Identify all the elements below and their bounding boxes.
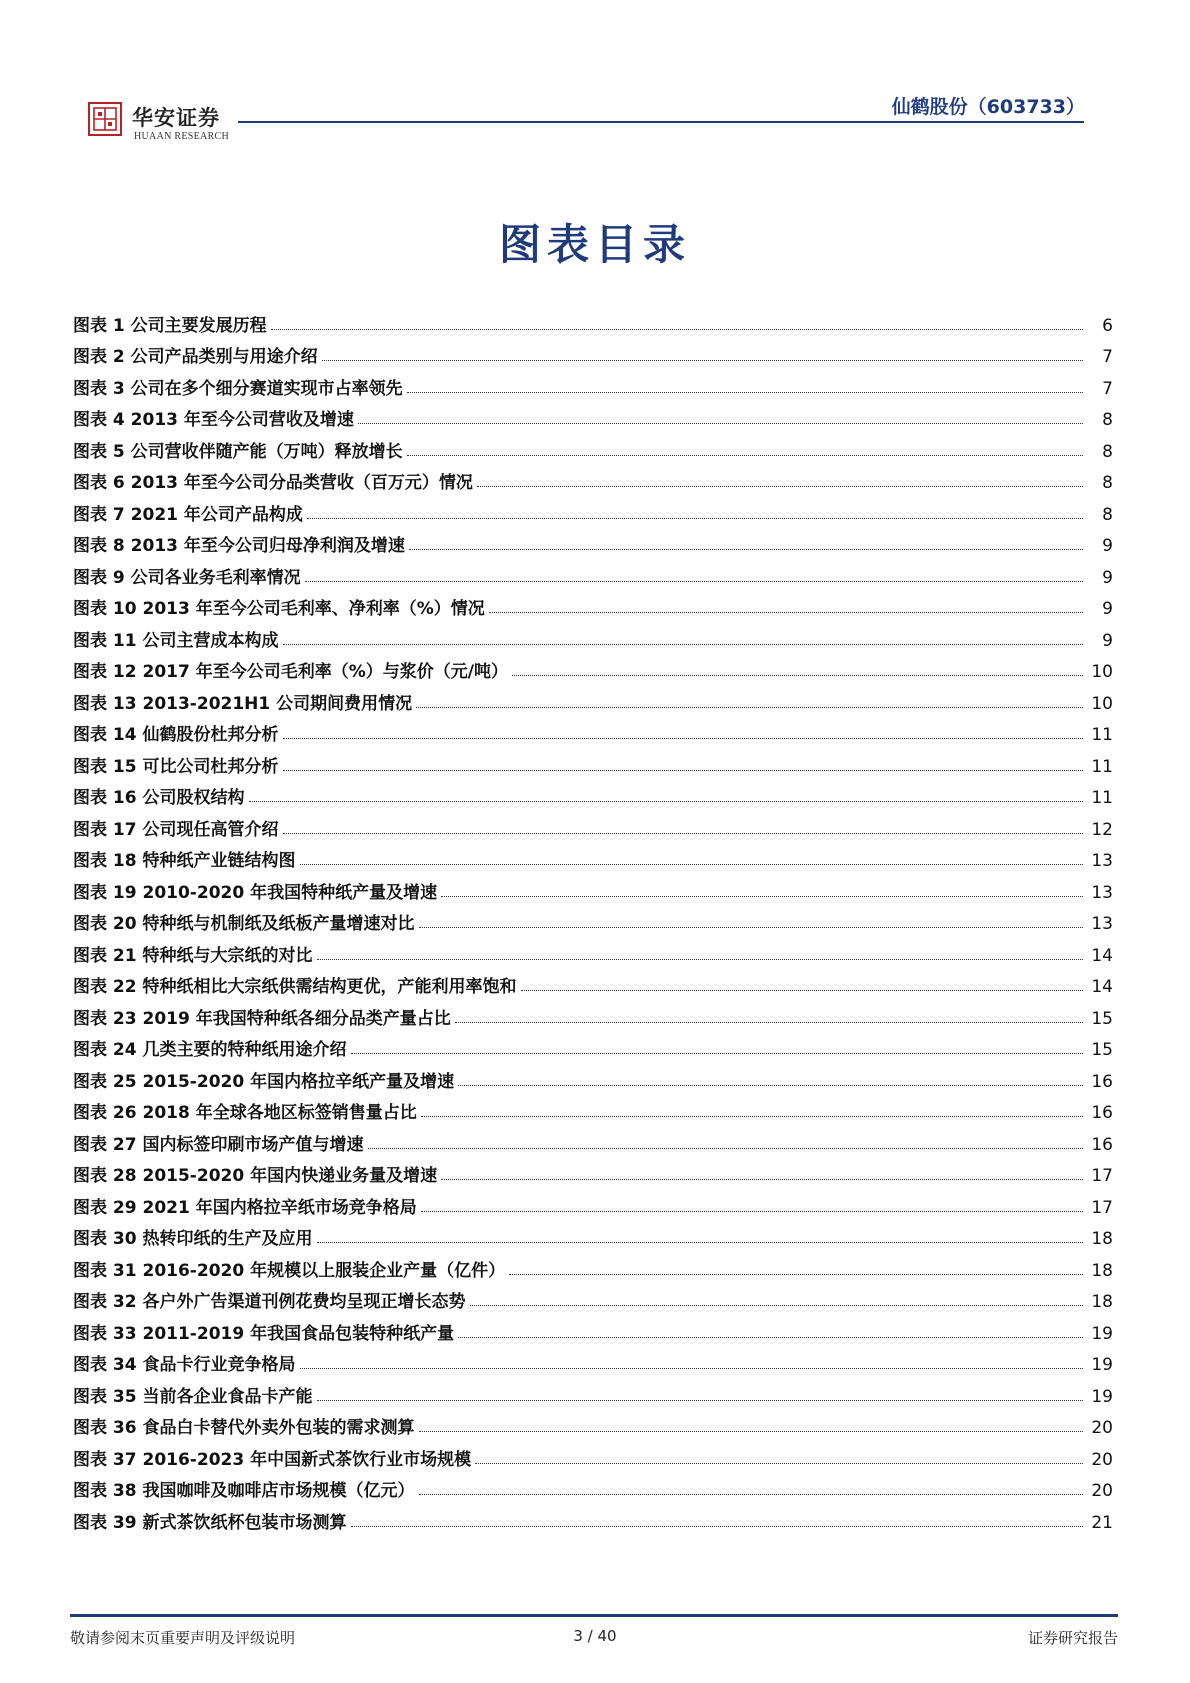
toc-entry[interactable] [73, 588, 1113, 620]
toc-entry[interactable] [73, 808, 1113, 840]
toc-entry[interactable] [73, 682, 1113, 714]
footer-divider [70, 1614, 1118, 1617]
toc-entry-label[interactable]: 图表 26 2018 年全球各地区标签销售量占比 [73, 1103, 417, 1123]
toc-entry-label[interactable]: 图表 6 2013 年至今公司分品类营收（百万元）情况 [73, 473, 473, 493]
toc-dot-leader [419, 1431, 1084, 1432]
toc-entry-label[interactable]: 图表 16 公司股权结构 [73, 788, 245, 808]
toc-dot-leader [317, 959, 1084, 960]
toc-entry-label[interactable]: 图表 20 特种纸与机制纸及纸板产量增速对比 [73, 914, 415, 934]
toc-entry-page[interactable]: 13 [1091, 882, 1113, 903]
table-of-figures [73, 304, 1113, 1533]
toc-entry-label[interactable]: 图表 24 几类主要的特种纸用途介绍 [73, 1040, 347, 1060]
page-header [0, 0, 1190, 150]
toc-dot-leader [407, 455, 1083, 456]
toc-entry-label[interactable]: 图表 22 特种纸相比大宗纸供需结构更优，产能利用率饱和 [73, 977, 517, 997]
toc-entry-label[interactable]: 图表 31 2016-2020 年规模以上服装企业产量（亿件） [73, 1260, 506, 1281]
toc-entry[interactable] [73, 966, 1113, 998]
toc-entry[interactable] [73, 1438, 1113, 1470]
toc-entry-page[interactable]: 17 [1091, 1166, 1113, 1186]
toc-dot-leader [409, 549, 1083, 550]
toc-entry[interactable] [73, 997, 1113, 1029]
toc-dot-leader [470, 1305, 1084, 1306]
toc-entry-page[interactable]: 15 [1091, 1008, 1113, 1029]
toc-dot-leader [249, 801, 1084, 802]
toc-entry-label[interactable]: 图表 19 2010-2020 年我国特种纸产量及增速 [73, 882, 438, 903]
toc-entry-label[interactable]: 图表 23 2019 年我国特种纸各细分品类产量占比 [73, 1008, 451, 1029]
toc-dot-leader [351, 1053, 1084, 1054]
huaan-logo-icon [88, 102, 122, 136]
toc-dot-leader [421, 1211, 1083, 1212]
company-name: 仙鹤股份（603733） [891, 96, 1085, 118]
footer-page-number: 3 / 40 [573, 1627, 617, 1645]
toc-dot-leader [477, 486, 1083, 487]
toc-dot-leader [317, 1242, 1084, 1243]
toc-dot-leader [300, 1368, 1084, 1369]
toc-entry-page[interactable]: 16 [1091, 1071, 1113, 1092]
toc-dot-leader [416, 707, 1083, 708]
footer-disclaimer: 敬请参阅末页重要声明及评级说明 [70, 1629, 296, 1647]
toc-entry-page[interactable]: 8 [1102, 473, 1113, 493]
toc-entry-page[interactable]: 17 [1091, 1197, 1113, 1218]
toc-entry-label[interactable]: 图表 17 公司现任高管介绍 [73, 819, 279, 840]
toc-entry[interactable] [73, 1281, 1113, 1313]
toc-entry[interactable] [73, 1029, 1113, 1061]
toc-entry-label[interactable]: 图表 2 公司产品类别与用途介绍 [73, 347, 318, 367]
toc-entry-page[interactable]: 20 [1091, 1449, 1113, 1470]
toc-dot-leader [283, 770, 1084, 771]
toc-entry[interactable] [73, 934, 1113, 966]
toc-entry[interactable] [73, 777, 1113, 809]
toc-entry-page[interactable]: 9 [1102, 630, 1113, 651]
toc-dot-leader [458, 1337, 1083, 1338]
logo-english-text: HUAAN RESEARCH [134, 131, 230, 142]
toc-dot-leader [458, 1085, 1083, 1086]
toc-entry-label[interactable]: 图表 1 公司主要发展历程 [73, 315, 267, 336]
toc-entry[interactable] [73, 430, 1113, 462]
toc-entry-page[interactable]: 11 [1091, 756, 1113, 777]
toc-entry-label[interactable]: 图表 29 2021 年国内格拉辛纸市场竞争格局 [73, 1197, 417, 1218]
toc-entry-label[interactable]: 图表 15 可比公司杜邦分析 [73, 756, 279, 777]
toc-entry-page[interactable]: 16 [1091, 1134, 1113, 1155]
toc-entry-label[interactable]: 图表 39 新式茶饮纸杯包装市场测算 [73, 1512, 347, 1533]
toc-entry[interactable] [73, 651, 1113, 683]
toc-entry-page[interactable]: 14 [1091, 945, 1113, 966]
toc-entry-label[interactable]: 图表 18 特种纸产业链结构图 [73, 851, 296, 871]
toc-entry[interactable] [73, 745, 1113, 777]
toc-entry[interactable] [73, 1407, 1113, 1439]
toc-entry[interactable] [73, 871, 1113, 903]
toc-dot-leader [509, 1274, 1083, 1275]
toc-entry[interactable] [73, 462, 1113, 494]
toc-entry-label[interactable]: 图表 35 当前各企业食品卡产能 [73, 1386, 313, 1407]
toc-entry-label[interactable]: 图表 5 公司营收伴随产能（万吨）释放增长 [73, 441, 403, 462]
toc-entry-label[interactable]: 图表 28 2015-2020 年国内快递业务量及增速 [73, 1166, 438, 1186]
header-divider [238, 121, 1084, 123]
logo-chinese-text: 华安证券 [132, 105, 220, 130]
toc-dot-leader [421, 1116, 1083, 1117]
toc-dot-leader [475, 1463, 1083, 1464]
toc-entry[interactable] [73, 304, 1113, 336]
toc-dot-leader [358, 423, 1083, 424]
footer-report-type: 证券研究报告 [1027, 1629, 1118, 1647]
toc-dot-leader [521, 990, 1084, 991]
toc-entry-page[interactable]: 18 [1091, 1229, 1113, 1249]
toc-dot-leader [368, 1148, 1084, 1149]
toc-dot-leader [419, 927, 1084, 928]
toc-dot-leader [441, 896, 1083, 897]
toc-entry[interactable] [73, 1375, 1113, 1407]
toc-entry[interactable] [73, 1344, 1113, 1376]
toc-entry[interactable] [73, 1501, 1113, 1533]
toc-entry[interactable] [73, 1218, 1113, 1250]
toc-dot-leader [322, 360, 1083, 361]
toc-entry-page[interactable]: 18 [1091, 1260, 1113, 1281]
toc-entry-label[interactable]: 图表 13 2013-2021H1 公司期间费用情况 [73, 693, 413, 714]
toc-dot-leader [300, 864, 1084, 865]
toc-entry-page[interactable]: 21 [1091, 1512, 1113, 1533]
toc-entry-label[interactable]: 图表 4 2013 年至今公司营收及增速 [73, 410, 354, 430]
toc-entry[interactable] [73, 1092, 1113, 1124]
toc-entry-page[interactable]: 10 [1091, 662, 1113, 682]
toc-entry-page[interactable]: 20 [1091, 1481, 1113, 1501]
toc-entry-label[interactable]: 图表 21 特种纸与大宗纸的对比 [73, 945, 313, 966]
toc-entry-label[interactable]: 图表 27 国内标签印刷市场产值与增速 [73, 1134, 364, 1155]
toc-entry-label[interactable]: 图表 25 2015-2020 年国内格拉辛纸产量及增速 [73, 1071, 455, 1092]
toc-entry[interactable] [73, 493, 1113, 525]
toc-dot-leader [317, 1400, 1084, 1401]
toc-entry-label[interactable]: 图表 36 食品白卡替代外卖外包装的需求测算 [73, 1418, 415, 1438]
toc-entry[interactable] [73, 399, 1113, 431]
toc-entry-page[interactable]: 7 [1102, 378, 1113, 399]
toc-dot-leader [283, 833, 1084, 834]
toc-entry[interactable] [73, 1470, 1113, 1502]
toc-entry-page[interactable]: 8 [1102, 441, 1113, 462]
toc-entry[interactable] [73, 1155, 1113, 1187]
toc-entry-page[interactable]: 11 [1091, 725, 1113, 745]
toc-entry-page[interactable]: 18 [1091, 1292, 1113, 1312]
toc-entry-label[interactable]: 图表 10 2013 年至今公司毛利率、净利率（%）情况 [73, 599, 485, 619]
toc-entry-label[interactable]: 图表 14 仙鹤股份杜邦分析 [73, 725, 279, 745]
toc-entry[interactable] [73, 525, 1113, 557]
toc-entry-label[interactable]: 图表 7 2021 年公司产品构成 [73, 504, 303, 525]
toc-entry-label[interactable]: 图表 34 食品卡行业竞争格局 [73, 1355, 296, 1375]
toc-dot-leader [283, 644, 1084, 645]
toc-dot-leader [307, 518, 1083, 519]
toc-dot-leader [441, 1179, 1083, 1180]
toc-entry-page[interactable]: 8 [1102, 410, 1113, 430]
toc-entry[interactable] [73, 367, 1113, 399]
toc-entry[interactable] [73, 1060, 1113, 1092]
toc-dot-leader [455, 1022, 1083, 1023]
toc-entry-label[interactable]: 图表 3 公司在多个细分赛道实现市占率领先 [73, 378, 403, 399]
toc-entry-page[interactable]: 12 [1091, 819, 1113, 840]
toc-entry-page[interactable]: 6 [1102, 315, 1113, 336]
toc-entry-label[interactable]: 图表 37 2016-2023 年中国新式茶饮行业市场规模 [73, 1449, 472, 1470]
toc-entry-page[interactable]: 9 [1102, 567, 1113, 588]
toc-dot-leader [419, 1494, 1084, 1495]
toc-dot-leader [351, 1526, 1084, 1527]
toc-entry-label[interactable]: 图表 32 各户外广告渠道刊例花费均呈现正增长态势 [73, 1292, 466, 1312]
toc-entry-page[interactable]: 10 [1091, 693, 1113, 714]
toc-entry-page[interactable]: 9 [1102, 536, 1113, 556]
toc-dot-leader [305, 581, 1083, 582]
toc-entry[interactable] [73, 714, 1113, 746]
toc-entry-label[interactable]: 图表 11 公司主营成本构成 [73, 630, 279, 651]
toc-entry[interactable] [73, 1312, 1113, 1344]
toc-entry-page[interactable]: 9 [1102, 599, 1113, 619]
toc-entry[interactable] [73, 1249, 1113, 1281]
toc-entry-page[interactable]: 13 [1091, 851, 1113, 871]
toc-entry-page[interactable]: 19 [1091, 1323, 1113, 1344]
toc-entry[interactable] [73, 1123, 1113, 1155]
toc-dot-leader [489, 612, 1083, 613]
toc-entry-label[interactable]: 图表 9 公司各业务毛利率情况 [73, 567, 301, 588]
toc-entry-page[interactable]: 16 [1091, 1103, 1113, 1123]
toc-entry-label[interactable]: 图表 38 我国咖啡及咖啡店市场规模（亿元） [73, 1481, 415, 1501]
toc-dot-leader [407, 392, 1083, 393]
toc-entry[interactable] [73, 336, 1113, 368]
toc-entry-page[interactable]: 7 [1102, 347, 1113, 367]
toc-dot-leader [283, 738, 1084, 739]
toc-dot-leader [512, 675, 1083, 676]
toc-entry-page[interactable]: 19 [1091, 1355, 1113, 1375]
toc-entry[interactable] [73, 619, 1113, 651]
toc-entry-page[interactable]: 15 [1091, 1040, 1113, 1060]
toc-entry-page[interactable]: 20 [1091, 1418, 1113, 1438]
toc-entry[interactable] [73, 1186, 1113, 1218]
toc-dot-leader [271, 329, 1083, 330]
toc-entry-page[interactable]: 19 [1091, 1386, 1113, 1407]
toc-entry-page[interactable]: 8 [1102, 504, 1113, 525]
page-title: 图表目录 [498, 220, 691, 269]
toc-entry[interactable] [73, 903, 1113, 935]
toc-entry-page[interactable]: 14 [1091, 977, 1113, 997]
toc-entry-label[interactable]: 图表 12 2017 年至今公司毛利率（%）与浆价（元/吨） [73, 662, 508, 682]
toc-entry-page[interactable]: 11 [1091, 788, 1113, 808]
toc-entry-label[interactable]: 图表 30 热转印纸的生产及应用 [73, 1229, 313, 1249]
toc-entry[interactable] [73, 840, 1113, 872]
toc-entry-label[interactable]: 图表 33 2011-2019 年我国食品包装特种纸产量 [73, 1323, 455, 1344]
huaan-logo [88, 102, 238, 146]
toc-entry-page[interactable]: 13 [1091, 914, 1113, 934]
toc-entry[interactable] [73, 556, 1113, 588]
toc-entry-label[interactable]: 图表 8 2013 年至今公司归母净利润及增速 [73, 536, 405, 556]
